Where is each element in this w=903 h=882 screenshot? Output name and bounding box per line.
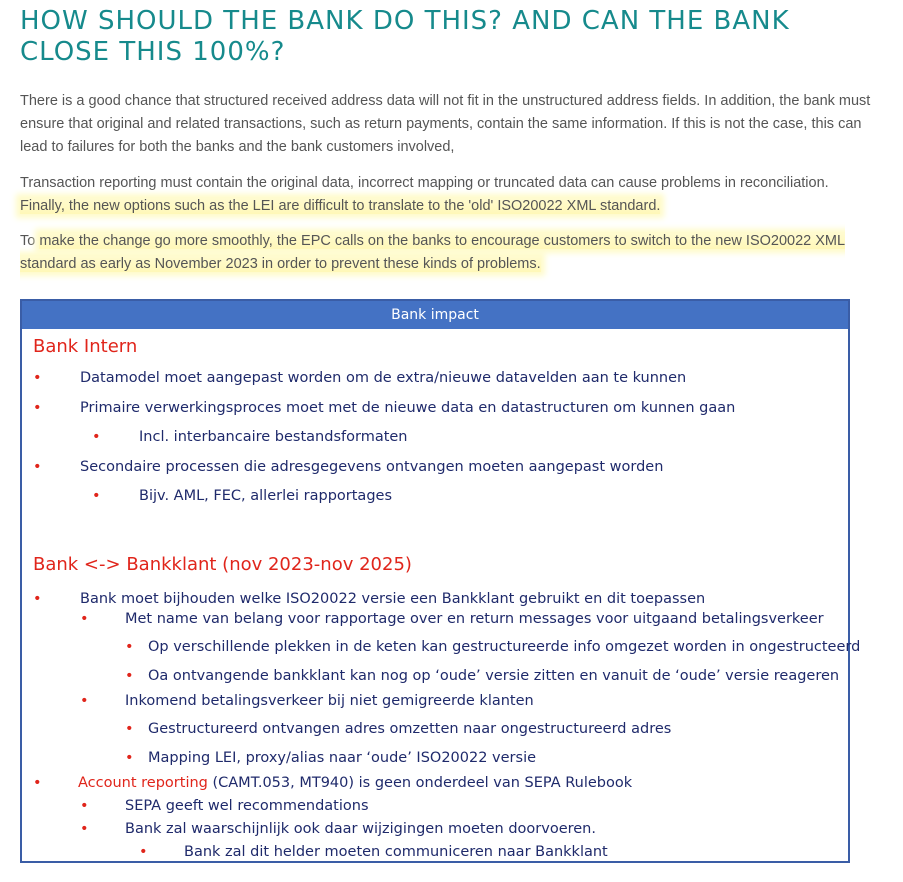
- bullet: •: [125, 668, 134, 684]
- page-heading: HOW SHOULD THE BANK DO THIS? AND CAN THE BANK CLOSE THIS 100%?: [20, 6, 790, 67]
- bullet: •: [33, 591, 42, 607]
- bullet: •: [80, 611, 89, 627]
- list-item-text: SEPA geeft wel recommendations: [125, 798, 369, 814]
- bullet: •: [80, 693, 89, 709]
- bullet: •: [125, 639, 134, 655]
- bullet: •: [80, 821, 89, 837]
- paragraph-transaction-reporting: [20, 172, 880, 218]
- bullet: •: [125, 750, 134, 766]
- bullet: •: [33, 775, 42, 791]
- list-item-text: Gestructureerd ontvangen adres omzetten naar ongestructureerd adres: [148, 721, 672, 737]
- list-item-text: Mapping LEI, proxy/alias naar ‘oude’ ISO20022 versie: [148, 750, 537, 766]
- highlighted-text: make the change go more smoothly, the EPC calls on the banks to encourage customers to switch to the new ISO20022 XML standard as early as November 2023 in order to prevent these kinds of problems.: [20, 233, 846, 272]
- list-item-text: Primaire verwerkingsproces moet met de nieuwe data en datastructuren om kunnen gaan: [80, 400, 736, 416]
- paragraph-address-fit: There is a good chance that structured received address data will not fit in the unstructured address fields. In addition, the bank must ensure that original and related transactions, such as return payments, contain the same information. If this is not the case, this can lead to failures for both the banks and the bank customers involved,: [20, 93, 871, 155]
- list-item-text: Oa ontvangende bankklant kan nog op ‘oude’ versie zitten en vanuit de ‘oude’ versie reageren: [148, 668, 840, 684]
- section-heading-bank-bankklant: Bank <-> Bankklant (nov 2023-nov 2025): [33, 554, 412, 575]
- bullet: •: [33, 370, 42, 386]
- list-item-text-rest: (CAMT.053, MT940) is geen onderdeel van SEPA Rulebook: [212, 775, 633, 791]
- bullet: •: [33, 459, 42, 475]
- list-item-text: Secondaire processen die adresgegevens ontvangen moeten aangepast worden: [80, 459, 664, 475]
- paragraph-text: Transaction reporting must contain the original data, incorrect mapping or truncated data can cause problems in reconciliation.: [20, 175, 829, 191]
- bullet: •: [92, 429, 101, 445]
- bullet: •: [92, 488, 101, 504]
- bullet: •: [33, 400, 42, 416]
- section-heading-bank-intern: Bank Intern: [33, 336, 138, 357]
- list-item-text: Inkomend betalingsverkeer bij niet gemigreerde klanten: [125, 693, 534, 709]
- bullet: •: [139, 844, 148, 860]
- list-item-text: Met name van belang voor rapportage over en return messages voor uitgaand betalingsverkeer: [125, 611, 824, 627]
- list-item-text: Bank zal waarschijnlijk ook daar wijzigingen moeten doorvoeren.: [125, 821, 596, 837]
- list-item-text: Bijv. AML, FEC, allerlei rapportages: [139, 488, 392, 504]
- list-item-text: Bank zal dit helder moeten communiceren naar Bankklant: [184, 844, 608, 860]
- highlighted-text: Finally, the new options such as the LEI are difficult to translate to the 'old' ISO20022 XML standard.: [20, 198, 661, 214]
- list-item-text: Incl. interbancaire bestandsformaten: [139, 429, 408, 445]
- bullet: •: [80, 798, 89, 814]
- list-item-text: Op verschillende plekken in de keten kan gestructureerde info omgezet worden in ongestructeerd: [148, 639, 861, 655]
- box-title: Bank impact: [22, 301, 848, 329]
- account-reporting-label: Account reporting: [78, 775, 208, 791]
- list-item-text: [78, 774, 632, 792]
- bullet: •: [125, 721, 134, 737]
- list-item-text: Datamodel moet aangepast worden om de extra/nieuwe datavelden aan te kunnen: [80, 370, 687, 386]
- bank-impact-box: [20, 299, 861, 863]
- list-item-text: Bank moet bijhouden welke ISO20022 versie een Bankklant gebruikt en dit toepassen: [80, 591, 706, 607]
- paragraph-text: To: [20, 233, 40, 249]
- paragraph-epc-call: [20, 230, 880, 276]
